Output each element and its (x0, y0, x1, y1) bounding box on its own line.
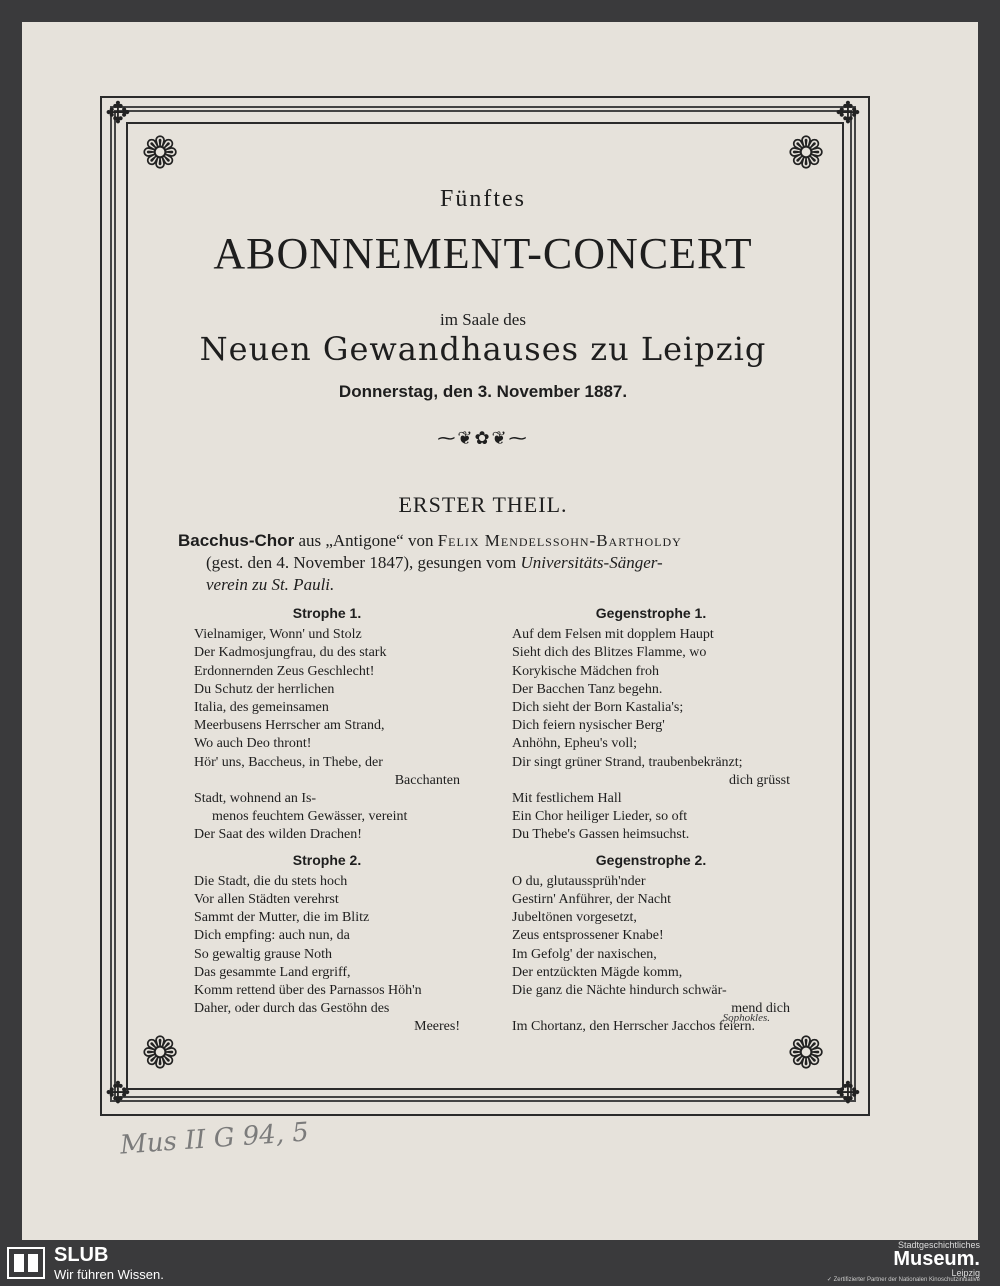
lyric-line: Wo auch Deo thront! (194, 736, 312, 752)
performer-line-2: verein zu St. Pauli. (206, 575, 335, 594)
lyric-line: Dir singt grüner Strand, traubenbekränzt; (512, 754, 743, 770)
museum-line-1: Stadtgeschichtliches (897, 1240, 980, 1250)
lyric-line: dich grüsst (728, 772, 790, 788)
corner-rosette-icon: ❁ (787, 129, 825, 178)
lyric-line: Vor allen Städten verehrst (194, 892, 339, 908)
slub-tagline: Wir führen Wissen. (54, 1267, 164, 1282)
slub-logo-icon (6, 1246, 46, 1280)
lyric-line: Italia, des gemeinsamen (194, 700, 329, 716)
corner-ornament-icon: ✥ (835, 97, 861, 130)
lyric-line: Der Saat des wilden Drachen! (194, 827, 362, 843)
stanza-heading: Gegenstrophe 1. (595, 605, 707, 621)
lyric-line: Korykische Mädchen froh (512, 663, 659, 679)
museum-city: Leipzig (951, 1268, 980, 1278)
lyric-line: Sieht dich des Blitzes Flamme, wo (512, 645, 707, 661)
performer-line-1: Universitäts-Sänger- (520, 553, 663, 572)
lyric-line: Ein Chor heiliger Lieder, so oft (512, 809, 688, 825)
museum-name: Museum. (893, 1248, 980, 1270)
handwritten-shelfmark: Mus II G 94, 5 (119, 1117, 310, 1161)
work-title: Bacchus-Chor (178, 531, 295, 550)
lyric-line: Stadt, wohnend an Is- (194, 791, 317, 807)
lyric-line: Gestirn' Anführer, der Nacht (512, 892, 672, 908)
footer-bar (0, 1240, 1000, 1286)
corner-rosette-icon: ❁ (787, 1029, 825, 1078)
work-von: von (407, 531, 434, 550)
corner-rosette-icon: ❁ (141, 1029, 179, 1078)
composer-name: Felix Mendelssohn-Bartholdy (437, 531, 682, 550)
lyric-line: Dich sieht der Born Kastalia's; (512, 700, 684, 716)
lyric-line: Daher, oder durch das Gestöhn des (194, 1001, 390, 1017)
lyric-line: Die Stadt, die du stets hoch (194, 873, 348, 889)
lyrics-left-column (194, 604, 460, 1037)
lyrics-right-column (512, 604, 790, 1037)
lyric-line: Das gesammte Land ergriff, (194, 964, 351, 980)
concert-date: Donnerstag, den 3. November 1887. (338, 382, 628, 401)
slub-name: SLUB (54, 1244, 109, 1266)
lyric-line: Anhöhn, Epheu's voll; (512, 736, 638, 752)
museum-note: ✓ Zertifizierter Partner der Nationalen Kinoschutzinitiative (826, 1277, 980, 1283)
venue-title: Neuen Gewandhauses zu Leipzig (199, 330, 767, 368)
corner-ornament-icon: ✥ (105, 97, 131, 130)
corner-ornament-icon: ✥ (835, 1077, 861, 1110)
lyric-line: Mit festlichem Hall (512, 791, 622, 807)
stanza-heading: Strophe 1. (292, 605, 362, 621)
work-detail: (gest. den 4. November 1847), gesungen vom (206, 553, 517, 572)
lyric-line: Meerbusens Herrscher am Strand, (194, 718, 385, 734)
corner-rosette-icon: ❁ (141, 129, 179, 178)
part-heading: ERSTER THEIL. (398, 492, 568, 517)
lyric-line: Im Gefolg' der naxischen, (512, 946, 657, 962)
lyric-line: menos feuchtem Gewässer, vereint (212, 809, 408, 825)
lyric-line: Auf dem Felsen mit dopplem Haupt (512, 627, 714, 643)
lyric-line: Der Kadmosjungfrau, du des stark (194, 645, 387, 661)
lyric-line: Der Bacchen Tanz begehn. (512, 681, 663, 697)
lyric-line: O du, glutaussprüh'nder (512, 873, 646, 889)
corner-ornament-icon: ✥ (105, 1077, 131, 1110)
lyric-line: Meeres! (414, 1019, 460, 1035)
lyric-line: Im Chortanz, den Herrscher Jacchos feiern. (512, 1019, 755, 1035)
concert-number: Fünftes (440, 186, 526, 212)
work-description (178, 530, 798, 596)
page-title: ABONNEMENT-CONCERT (213, 229, 753, 278)
lyric-line: Dich empfing: auch nun, da (194, 928, 350, 944)
lyric-line: Bacchanten (394, 772, 460, 788)
lyric-line: Die ganz die Nächte hindurch schwär- (512, 983, 727, 999)
lyric-line: Dich feiern nysischer Berg' (512, 718, 665, 734)
lyric-line: Vielnamiger, Wonn' und Stolz (194, 627, 362, 643)
lyric-line: Sammt der Mutter, die im Blitz (194, 910, 370, 926)
lyric-line: Du Schutz der herrlichen (194, 681, 335, 697)
lyric-line: Komm rettend über des Parnassos Höh'n (194, 983, 422, 999)
subtitle: im Saale des (440, 310, 526, 329)
author-signature: Sophokles. (722, 1012, 770, 1024)
lyric-line: Der entzückten Mägde komm, (512, 964, 683, 980)
divider-ornament-icon: ⁓❦✿❦⁓ (437, 428, 529, 448)
lyric-line: mend dich (731, 1001, 790, 1017)
work-aus: aus (298, 531, 322, 550)
lyric-line: So gewaltig grause Noth (194, 946, 333, 962)
lyric-line: Zeus entsprossener Knabe! (512, 928, 664, 944)
stanza-heading: Gegenstrophe 2. (595, 851, 707, 868)
lyric-line: Jubeltönen vorgesetzt, (512, 910, 637, 926)
work-opera: „Antigone“ (325, 531, 404, 550)
stanza-heading: Strophe 2. (292, 851, 362, 868)
lyric-line: Erdonnernden Zeus Geschlecht! (194, 663, 375, 679)
lyric-line: Hör' uns, Baccheus, in Thebe, der (194, 754, 383, 770)
lyric-line: Du Thebe's Gassen heimsuchst. (512, 827, 690, 843)
